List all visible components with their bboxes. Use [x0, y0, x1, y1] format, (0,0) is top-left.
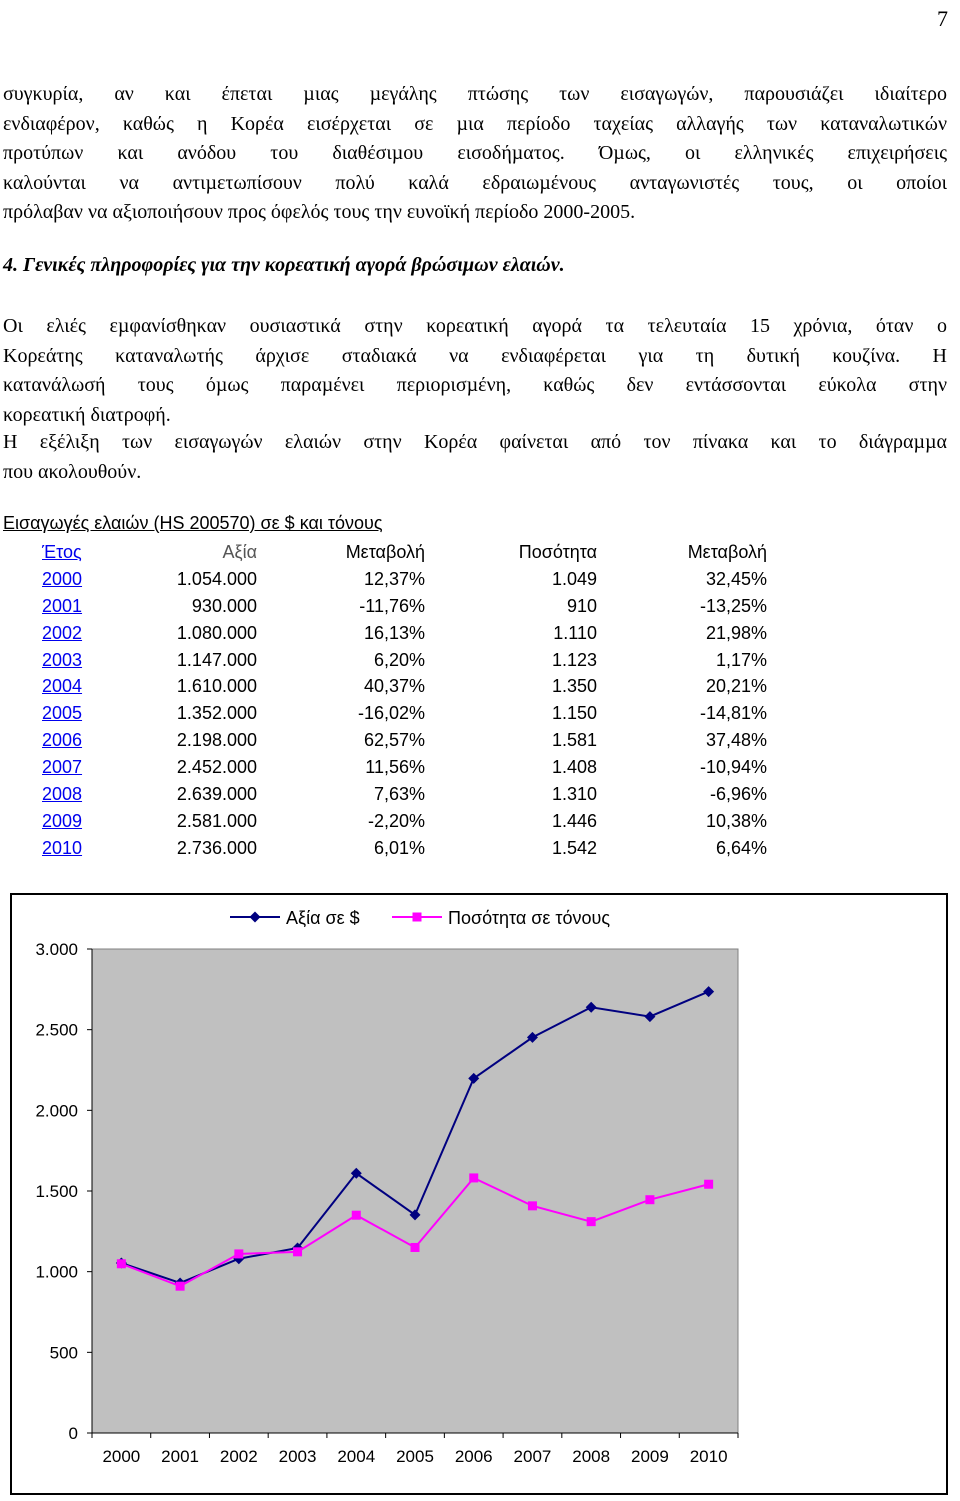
cell-year[interactable] — [0, 593, 137, 620]
body-line: που ακολουθούν. — [3, 460, 142, 483]
cell-year[interactable] — [0, 566, 137, 593]
x-tick-label: 2010 — [689, 1447, 728, 1466]
cell-year[interactable] — [0, 700, 137, 727]
cell-quantity: 1.350 — [551, 676, 597, 697]
x-tick-label: 2005 — [396, 1447, 434, 1466]
plot-area — [92, 949, 738, 1433]
table-row — [0, 566, 767, 593]
cell-quantity-change: 21,98% — [705, 622, 767, 643]
section-heading: 4. Γενικές πληροφορίες για την κορεατική αγορά βρώσιµων ελαιών. — [3, 254, 565, 276]
cell-quantity-change: -10,94% — [699, 757, 767, 778]
y-tick-label: 2.500 — [35, 1020, 78, 1040]
year-link[interactable]: 2004 — [42, 676, 83, 697]
cell-value: 1.147.000 — [176, 649, 257, 670]
cell-year[interactable] — [0, 835, 137, 862]
cell-quantity-change: 10,38% — [705, 810, 767, 831]
cell-value: 2.581.000 — [176, 810, 257, 831]
cell-value: 1.352.000 — [176, 703, 257, 724]
legend-quantity-label: Ποσότητα σε τόνους — [448, 908, 611, 928]
y-tick-label: 1.000 — [35, 1262, 78, 1282]
x-tick-label: 2003 — [278, 1447, 317, 1466]
x-tick-label: 2007 — [513, 1447, 552, 1466]
year-link[interactable]: 2000 — [42, 568, 83, 589]
data-point-quantity — [587, 1217, 596, 1226]
header-quantity: Ποσότητα — [518, 541, 597, 562]
data-point-quantity — [293, 1247, 302, 1256]
table-caption: Εισαγωγές ελαιών (HS 200570) σε $ και τόνους — [3, 513, 383, 533]
cell-value-change: 16,13% — [363, 622, 425, 643]
intro-line: καλούνται να αντιµετωπίσουν πολύ καλά εδραιωµένους ανταγωνιστές τους, οι οποίοι — [3, 171, 947, 194]
cell-year[interactable] — [0, 808, 137, 835]
cell-value: 2.198.000 — [176, 730, 257, 751]
cell-quantity: 1.310 — [551, 783, 597, 804]
x-tick-label: 2009 — [630, 1447, 669, 1466]
data-point-quantity — [645, 1195, 654, 1204]
cell-value-change: -16,02% — [357, 703, 425, 724]
cell-value-change: 6,20% — [373, 649, 425, 670]
body-line: Κορεάτης καταναλωτής άρχισε σταδιακά να ενδιαφέρεται για τη δυτική κουζίνα. Η — [3, 344, 947, 367]
cell-quantity: 910 — [566, 595, 597, 616]
table-row — [0, 754, 767, 781]
intro-line: πρόλαβαν να αξιοποιήσουν προς όφελός τους την ευνοϊκή περίοδο 2000-2005. — [3, 201, 636, 223]
legend-value-label: Αξία σε $ — [286, 908, 360, 928]
header-quantity-change: Μεταβολή — [687, 541, 767, 562]
cell-quantity: 1.542 — [551, 837, 597, 858]
cell-quantity: 1.150 — [551, 703, 597, 724]
x-tick-label: 2000 — [102, 1447, 141, 1466]
cell-quantity-change: 6,64% — [715, 837, 767, 858]
cell-value: 1.080.000 — [176, 622, 257, 643]
y-tick-label: 500 — [49, 1343, 78, 1363]
year-link[interactable]: 2005 — [42, 703, 83, 724]
header-value: Αξία — [222, 541, 257, 562]
cell-value-change: 62,57% — [363, 730, 425, 751]
year-link[interactable]: 2007 — [42, 757, 83, 778]
header-value-change: Μεταβολή — [345, 541, 425, 562]
cell-quantity-change: -13,25% — [699, 595, 767, 616]
data-point-quantity — [528, 1201, 537, 1210]
table-row — [0, 727, 767, 754]
cell-quantity-change: -14,81% — [699, 703, 767, 724]
table-row — [0, 808, 767, 835]
cell-value-change: 12,37% — [363, 568, 425, 589]
header-year[interactable] — [0, 539, 137, 566]
imports-chart — [10, 893, 948, 1495]
table-header-row — [0, 539, 767, 566]
cell-value: 2.452.000 — [176, 757, 257, 778]
cell-year[interactable] — [0, 754, 137, 781]
body-paragraph-1 — [3, 312, 947, 430]
y-tick-label: 0 — [68, 1424, 78, 1443]
body-line: κατανάλωσή τους όµως παραµένει περιορισµένη, καθώς δεν εντάσσονται εύκολα στην — [3, 374, 947, 396]
year-link[interactable]: 2003 — [42, 649, 83, 670]
cell-year[interactable] — [0, 620, 137, 647]
cell-year[interactable] — [0, 781, 137, 808]
data-point-quantity — [469, 1173, 478, 1182]
y-tick-label: 3.000 — [35, 940, 78, 959]
body-paragraph-2 — [3, 428, 947, 487]
data-point-quantity — [234, 1249, 243, 1258]
cell-quantity: 1.049 — [551, 568, 597, 589]
data-point-quantity — [176, 1282, 185, 1291]
intro-line: ενδιαφέρον, καθώς η Κορέα εισέρχεται σε µια περίοδο ταχείας αλλαγής των καταναλωτικών — [3, 112, 947, 135]
y-tick-label: 2.000 — [35, 1101, 78, 1121]
cell-value-change: 40,37% — [363, 676, 425, 697]
cell-value-change: -2,20% — [367, 810, 425, 831]
year-link[interactable]: 2009 — [42, 810, 83, 831]
legend-quantity-marker — [413, 913, 422, 922]
intro-line: συγκυρία, αν και έπεται µιας µεγάλης πτώσης των εισαγωγών, παρουσιάζει ιδιαίτερο — [3, 83, 947, 105]
x-tick-label: 2006 — [454, 1447, 493, 1466]
table-row — [0, 835, 767, 862]
cell-year[interactable] — [0, 647, 137, 674]
data-point-quantity — [411, 1243, 420, 1252]
x-tick-label: 2002 — [219, 1447, 258, 1466]
cell-quantity: 1.110 — [553, 622, 597, 643]
cell-quantity-change: -6,96% — [709, 783, 767, 804]
cell-year[interactable] — [0, 673, 137, 700]
cell-value: 2.736.000 — [176, 837, 257, 858]
table-row — [0, 781, 767, 808]
intro-line: προτύπων και ανόδου του διαθέσιµου εισοδήµατος. Όµως, οι ελληνικές επιχειρήσεις — [3, 142, 947, 164]
table-row — [0, 620, 767, 647]
table-row — [0, 673, 767, 700]
cell-value: 2.639.000 — [176, 783, 257, 804]
cell-year[interactable] — [0, 727, 137, 754]
cell-value: 930.000 — [191, 595, 257, 616]
cell-value-change: 7,63% — [373, 783, 425, 804]
cell-value-change: 11,56% — [365, 757, 425, 778]
cell-quantity: 1.408 — [551, 757, 597, 778]
data-point-quantity — [352, 1211, 361, 1220]
chart-svg — [12, 895, 946, 1493]
cell-quantity: 1.581 — [551, 730, 597, 751]
x-tick-label: 2004 — [337, 1447, 376, 1466]
x-tick-label: 2008 — [572, 1447, 611, 1466]
table-row — [0, 593, 767, 620]
year-link[interactable]: 2002 — [42, 622, 83, 643]
body-line: κορεατική διατροφή. — [3, 403, 171, 426]
page-number: 7 — [937, 6, 948, 31]
intro-paragraph — [3, 80, 947, 228]
legend-value-marker — [250, 912, 261, 923]
cell-quantity-change: 37,48% — [705, 730, 767, 751]
year-link[interactable]: 2006 — [42, 730, 83, 751]
cell-quantity: 1.123 — [551, 649, 597, 670]
body-line: Η εξέλιξη των εισαγωγών ελαιών στην Κορέα φαίνεται από τον πίνακα και το διάγραµµα — [3, 431, 947, 453]
cell-value-change: -11,76% — [359, 595, 425, 616]
cell-quantity: 1.446 — [551, 810, 597, 831]
data-point-quantity — [704, 1180, 713, 1189]
cell-value-change: 6,01% — [373, 837, 425, 858]
y-tick-label: 1.500 — [35, 1182, 78, 1201]
table-row — [0, 700, 767, 727]
cell-value: 1.054.000 — [176, 568, 257, 589]
cell-quantity-change: 32,45% — [705, 568, 767, 589]
x-tick-label: 2001 — [161, 1447, 200, 1466]
imports-table — [0, 539, 767, 862]
cell-quantity-change: 1,17% — [715, 649, 767, 670]
header-year-link[interactable]: Έτος — [42, 541, 82, 562]
year-link[interactable]: 2008 — [42, 783, 83, 804]
table-row — [0, 647, 767, 674]
body-line: Οι ελιές εµφανίσθηκαν ουσιαστικά στην κορεατική αγορά τα τελευταία 15 χρόνια, όταν ο — [3, 315, 947, 337]
cell-value: 1.610.000 — [176, 676, 257, 697]
year-link[interactable]: 2010 — [42, 837, 83, 858]
data-point-quantity — [117, 1259, 126, 1268]
year-link[interactable]: 2001 — [42, 595, 83, 616]
cell-quantity-change: 20,21% — [705, 676, 767, 697]
